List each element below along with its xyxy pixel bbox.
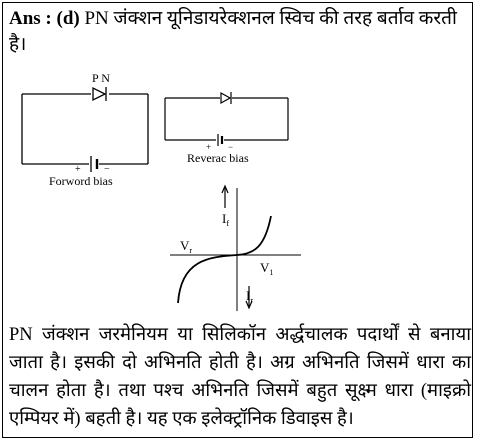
forward-battery-minus: − — [104, 164, 110, 175]
diagrams — [3, 68, 472, 313]
reverse-diode-icon — [221, 93, 230, 103]
reverse-bias-circuit — [165, 92, 288, 146]
explanation-paragraph: PN जंक्शन जरमेनियम या सिलिकॉन अर्द्धचालक पदार्थों से बनाया जाता है। इसकी दो अभिनति होती है। अग्र अभिनति जिसमें धारा का चालन होता है। तथा पश्च अभिनति जिसमें बहुत सूक्ष्म धारा (माइक्रो एम्पियर में) बहती है। यह एक इलेक्ट्रॉनिक डिवाइस है। — [9, 325, 471, 429]
reverse-voltage-label: $V_r$ — [180, 238, 193, 255]
iv-curve — [178, 216, 274, 303]
junction-label: P N — [92, 71, 110, 85]
reverse-current-label: $I_r$ — [246, 288, 254, 305]
reverse-battery-plus: + — [206, 142, 212, 152]
forward-voltage-label: $V_1$ — [260, 260, 274, 277]
answer-text: PN जंक्शन यूनिडायरेक्शनल स्विच की तरह बर्ताव करती है। — [9, 8, 457, 55]
forward-current-label: $I_f$ — [222, 211, 230, 228]
forward-battery-plus: + — [75, 164, 81, 175]
reverse-battery-minus: − — [228, 142, 234, 152]
answer-line — [9, 6, 469, 58]
forward-bias-circuit — [22, 87, 148, 172]
answer-label: Ans : (d) — [9, 8, 80, 29]
answer-box — [2, 2, 473, 438]
forward-bias-caption: Forword bias — [49, 174, 113, 188]
diode-icon — [93, 88, 105, 100]
reverse-bias-caption: Reverac bias — [187, 151, 249, 165]
